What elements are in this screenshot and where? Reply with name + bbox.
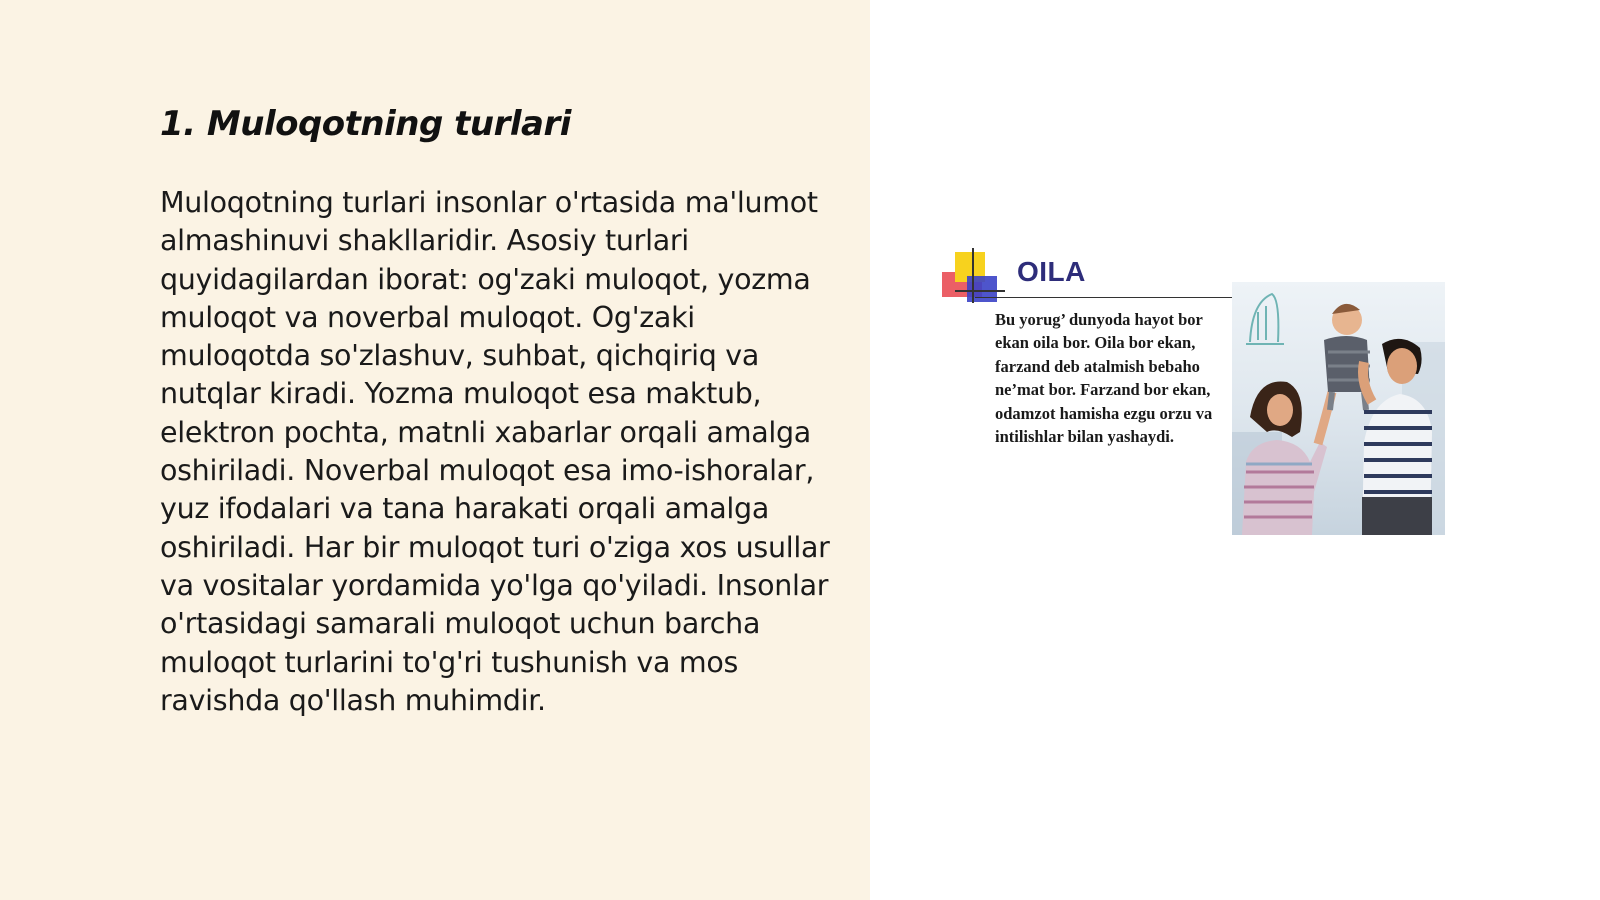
- slide-title: 1. Muloqotning turlari: [160, 104, 571, 144]
- cross-horizontal-line: [955, 290, 1005, 292]
- family-photo: [1232, 282, 1445, 535]
- image-caption: Bu yorug’ dunyoda hayot bor ekan oila bor. Oila bor ekan, farzand deb atalmish bebaho ne’mat bor. Farzand bor ekan, odamzot hamisha ezgu orzu va intilishlar bilan yashaydi.: [995, 310, 1213, 447]
- oila-image: [955, 252, 1445, 535]
- image-divider: [975, 297, 1255, 298]
- image-heading: OILA: [1017, 256, 1086, 287]
- cross-vertical-line: [972, 248, 974, 303]
- slide-body-text: Muloqotning turlari insonlar o'rtasida ma'lumot almashinuvi shakllaridir. Asosiy turlari quyidagilardan iborat: og'zaki muloqot, yozma muloqot va noverbal muloqot. Og'zaki muloqotda so'zlashuv, suhbat, qichqiriq va nutqlar kiradi. Yozma muloqot esa maktub, elektron pochta, matnli xabarlar orqali amalga oshiriladi. Noverbal muloqot esa imo-ishoralar, yuz ifodalari va tana harakati orqali amalga oshiriladi. Har bir muloqot turi o'ziga xos usullar va vositalar yordamida yo'lga qo'yiladi. Insonlar o'rtasidagi samarali muloqot uchun barcha muloqot turlarini to'g'ri tushunish va mos ravishda qo'llash muhimdir.: [160, 186, 830, 717]
